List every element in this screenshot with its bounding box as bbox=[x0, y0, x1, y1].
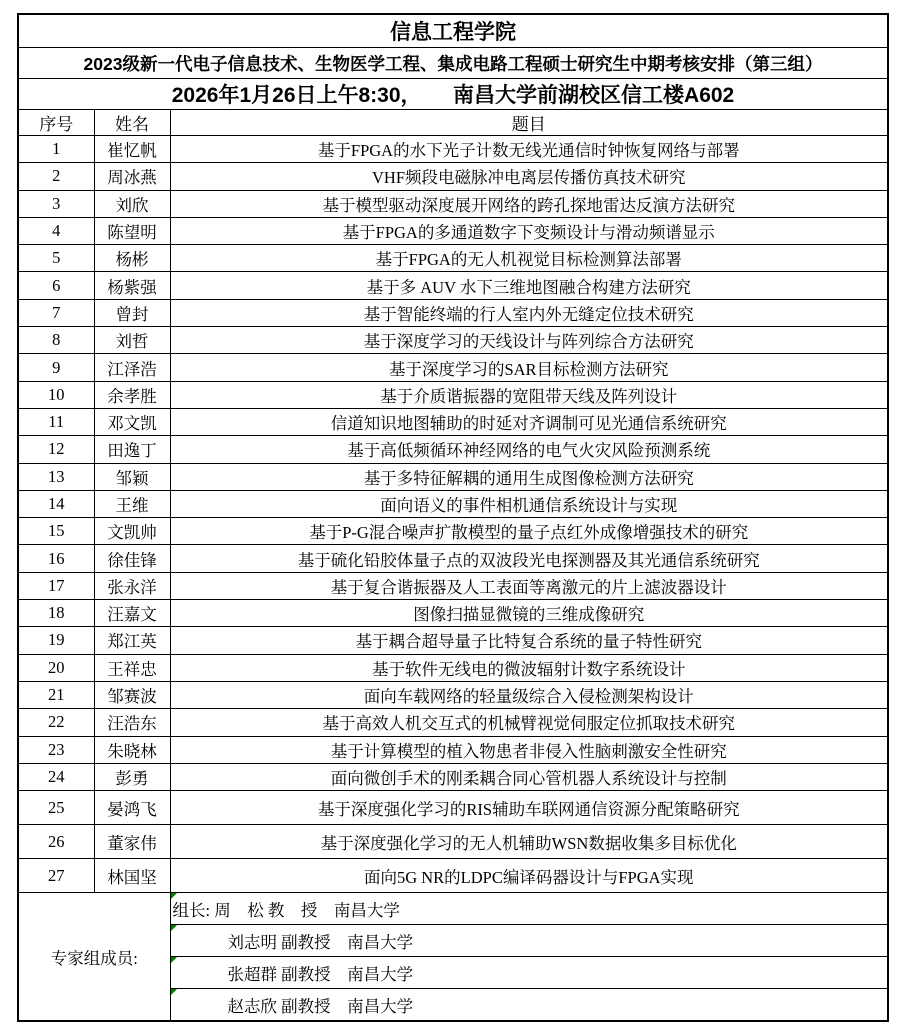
student-name-cell: 曾封 bbox=[94, 299, 170, 326]
student-no-cell: 25 bbox=[18, 791, 94, 825]
student-name-cell: 邹赛波 bbox=[94, 681, 170, 708]
page-subtitle: 2023级新一代电子信息技术、生物医学工程、集成电路工程硕士研究生中期考核安排（第三组） bbox=[18, 48, 888, 79]
student-row bbox=[18, 681, 888, 708]
student-no-cell: 16 bbox=[18, 545, 94, 572]
student-topic-cell: 基于FPGA的多通道数字下变频设计与滑动频谱显示 bbox=[170, 217, 888, 244]
subtitle-row bbox=[18, 48, 888, 79]
expert-member-text: 张超群 副教授 南昌大学 bbox=[227, 964, 414, 984]
student-row bbox=[18, 190, 888, 217]
student-no-cell: 27 bbox=[18, 859, 94, 893]
student-name-cell: 余孝胜 bbox=[94, 381, 170, 408]
title-row bbox=[18, 14, 888, 48]
student-row bbox=[18, 163, 888, 190]
assessment-table bbox=[17, 13, 889, 1022]
student-name-cell: 文凯帅 bbox=[94, 518, 170, 545]
student-topic-cell: 基于多特征解耦的通用生成图像检测方法研究 bbox=[170, 463, 888, 490]
student-name-cell: 张永洋 bbox=[94, 572, 170, 599]
expert-member-leader bbox=[170, 893, 888, 925]
student-no-cell: 2 bbox=[18, 163, 94, 190]
student-topic-cell: 基于高低频循环神经网络的电气火灾风险预测系统 bbox=[170, 436, 888, 463]
student-no-cell: 19 bbox=[18, 627, 94, 654]
student-topic-cell: 基于FPGA的无人机视觉目标检测算法部署 bbox=[170, 245, 888, 272]
student-row bbox=[18, 859, 888, 893]
student-no-cell: 23 bbox=[18, 736, 94, 763]
student-name-cell: 董家伟 bbox=[94, 825, 170, 859]
student-row bbox=[18, 736, 888, 763]
student-row bbox=[18, 272, 888, 299]
page-title: 信息工程学院 bbox=[18, 14, 888, 48]
student-row bbox=[18, 763, 888, 790]
student-topic-cell: 基于智能终端的行人室内外无缝定位技术研究 bbox=[170, 299, 888, 326]
student-topic-cell: 基于模型驱动深度展开网络的跨孔探地雷达反演方法研究 bbox=[170, 190, 888, 217]
student-no-cell: 9 bbox=[18, 354, 94, 381]
student-no-cell: 24 bbox=[18, 763, 94, 790]
student-name-cell: 崔忆帆 bbox=[94, 136, 170, 163]
student-row bbox=[18, 354, 888, 381]
student-name-cell: 周冰燕 bbox=[94, 163, 170, 190]
student-row bbox=[18, 709, 888, 736]
student-name-cell: 王祥忠 bbox=[94, 654, 170, 681]
student-topic-cell: 基于FPGA的水下光子计数无线光通信时钟恢复网络与部署 bbox=[170, 136, 888, 163]
cell-flag-icon bbox=[171, 957, 177, 963]
cell-flag-icon bbox=[171, 925, 177, 931]
student-no-cell: 13 bbox=[18, 463, 94, 490]
student-row bbox=[18, 654, 888, 681]
student-name-cell: 晏鸿飞 bbox=[94, 791, 170, 825]
student-name-cell: 汪嘉文 bbox=[94, 600, 170, 627]
column-header-topic: 题目 bbox=[170, 110, 888, 136]
cell-flag-icon bbox=[171, 893, 177, 899]
student-no-cell: 3 bbox=[18, 190, 94, 217]
student-name-cell: 徐佳锋 bbox=[94, 545, 170, 572]
column-header-row bbox=[18, 110, 888, 136]
student-row bbox=[18, 545, 888, 572]
student-topic-cell: 面向语义的事件相机通信系统设计与实现 bbox=[170, 490, 888, 517]
student-name-cell: 邓文凯 bbox=[94, 408, 170, 435]
student-topic-cell: 基于P-G混合噪声扩散模型的量子点红外成像增强技术的研究 bbox=[170, 518, 888, 545]
student-rows bbox=[18, 136, 888, 893]
student-no-cell: 22 bbox=[18, 709, 94, 736]
student-row bbox=[18, 217, 888, 244]
student-topic-cell: 基于深度强化学习的无人机辅助WSN数据收集多目标优化 bbox=[170, 825, 888, 859]
student-name-cell: 朱晓林 bbox=[94, 736, 170, 763]
expert-section bbox=[18, 893, 888, 1022]
student-row bbox=[18, 408, 888, 435]
expert-group-label: 专家组成员: bbox=[18, 893, 170, 1022]
student-name-cell: 刘欣 bbox=[94, 190, 170, 217]
student-name-cell: 王维 bbox=[94, 490, 170, 517]
student-row bbox=[18, 299, 888, 326]
student-row bbox=[18, 490, 888, 517]
student-row bbox=[18, 327, 888, 354]
student-name-cell: 汪浩东 bbox=[94, 709, 170, 736]
student-topic-cell: 信道知识地图辅助的时延对齐调制可见光通信系统研究 bbox=[170, 408, 888, 435]
student-topic-cell: 基于耦合超导量子比特复合系统的量子特性研究 bbox=[170, 627, 888, 654]
student-topic-cell: 面向车载网络的轻量级综合入侵检测架构设计 bbox=[170, 681, 888, 708]
student-row bbox=[18, 136, 888, 163]
session-info: 2026年1月26日上午8:30， 南昌大学前湖校区信工楼A602 bbox=[18, 79, 888, 110]
student-row bbox=[18, 381, 888, 408]
student-row bbox=[18, 825, 888, 859]
student-row bbox=[18, 436, 888, 463]
student-no-cell: 11 bbox=[18, 408, 94, 435]
student-name-cell: 杨紫强 bbox=[94, 272, 170, 299]
expert-member-text: 赵志欣 副教授 南昌大学 bbox=[227, 996, 414, 1016]
student-name-cell: 陈望明 bbox=[94, 217, 170, 244]
student-no-cell: 14 bbox=[18, 490, 94, 517]
student-no-cell: 12 bbox=[18, 436, 94, 463]
expert-member-text: 组长: 周 松 教 授 南昌大学 bbox=[172, 900, 400, 920]
student-name-cell: 林国坚 bbox=[94, 859, 170, 893]
student-topic-cell: 基于深度学习的SAR目标检测方法研究 bbox=[170, 354, 888, 381]
student-no-cell: 6 bbox=[18, 272, 94, 299]
session-row bbox=[18, 79, 888, 110]
student-no-cell: 10 bbox=[18, 381, 94, 408]
student-topic-cell: 基于复合谐振器及人工表面等离激元的片上滤波器设计 bbox=[170, 572, 888, 599]
student-no-cell: 8 bbox=[18, 327, 94, 354]
column-header-no: 序号 bbox=[18, 110, 94, 136]
cell-flag-icon bbox=[171, 989, 177, 995]
student-no-cell: 1 bbox=[18, 136, 94, 163]
student-row bbox=[18, 245, 888, 272]
student-no-cell: 26 bbox=[18, 825, 94, 859]
student-row bbox=[18, 600, 888, 627]
student-topic-cell: 基于高效人机交互式的机械臂视觉伺服定位抓取技术研究 bbox=[170, 709, 888, 736]
student-no-cell: 15 bbox=[18, 518, 94, 545]
student-topic-cell: 基于多 AUV 水下三维地图融合构建方法研究 bbox=[170, 272, 888, 299]
student-name-cell: 杨彬 bbox=[94, 245, 170, 272]
student-topic-cell: 基于软件无线电的微波辐射计数字系统设计 bbox=[170, 654, 888, 681]
student-no-cell: 5 bbox=[18, 245, 94, 272]
expert-row bbox=[18, 893, 888, 925]
student-topic-cell: 基于硫化铅胶体量子点的双波段光电探测器及其光通信系统研究 bbox=[170, 545, 888, 572]
student-topic-cell: 图像扫描显微镜的三维成像研究 bbox=[170, 600, 888, 627]
column-header-name: 姓名 bbox=[94, 110, 170, 136]
expert-member bbox=[170, 957, 888, 989]
student-topic-cell: 面向5G NR的LDPC编译码器设计与FPGA实现 bbox=[170, 859, 888, 893]
student-row bbox=[18, 463, 888, 490]
student-name-cell: 彭勇 bbox=[94, 763, 170, 790]
student-topic-cell: 基于深度学习的天线设计与阵列综合方法研究 bbox=[170, 327, 888, 354]
student-name-cell: 郑江英 bbox=[94, 627, 170, 654]
student-topic-cell: 面向微创手术的刚柔耦合同心管机器人系统设计与控制 bbox=[170, 763, 888, 790]
student-no-cell: 18 bbox=[18, 600, 94, 627]
student-topic-cell: 基于介质谐振器的宽阻带天线及阵列设计 bbox=[170, 381, 888, 408]
student-row bbox=[18, 518, 888, 545]
student-name-cell: 田逸丁 bbox=[94, 436, 170, 463]
student-name-cell: 刘哲 bbox=[94, 327, 170, 354]
student-row bbox=[18, 627, 888, 654]
student-no-cell: 7 bbox=[18, 299, 94, 326]
student-no-cell: 20 bbox=[18, 654, 94, 681]
student-name-cell: 邹颖 bbox=[94, 463, 170, 490]
student-no-cell: 17 bbox=[18, 572, 94, 599]
student-no-cell: 4 bbox=[18, 217, 94, 244]
student-no-cell: 21 bbox=[18, 681, 94, 708]
expert-member bbox=[170, 989, 888, 1022]
student-row bbox=[18, 791, 888, 825]
expert-member-text: 刘志明 副教授 南昌大学 bbox=[227, 932, 414, 952]
student-topic-cell: 基于深度强化学习的RIS辅助车联网通信资源分配策略研究 bbox=[170, 791, 888, 825]
student-row bbox=[18, 572, 888, 599]
expert-member bbox=[170, 925, 888, 957]
student-topic-cell: VHF频段电磁脉冲电离层传播仿真技术研究 bbox=[170, 163, 888, 190]
student-topic-cell: 基于计算模型的植入物患者非侵入性脑刺激安全性研究 bbox=[170, 736, 888, 763]
student-name-cell: 江泽浩 bbox=[94, 354, 170, 381]
